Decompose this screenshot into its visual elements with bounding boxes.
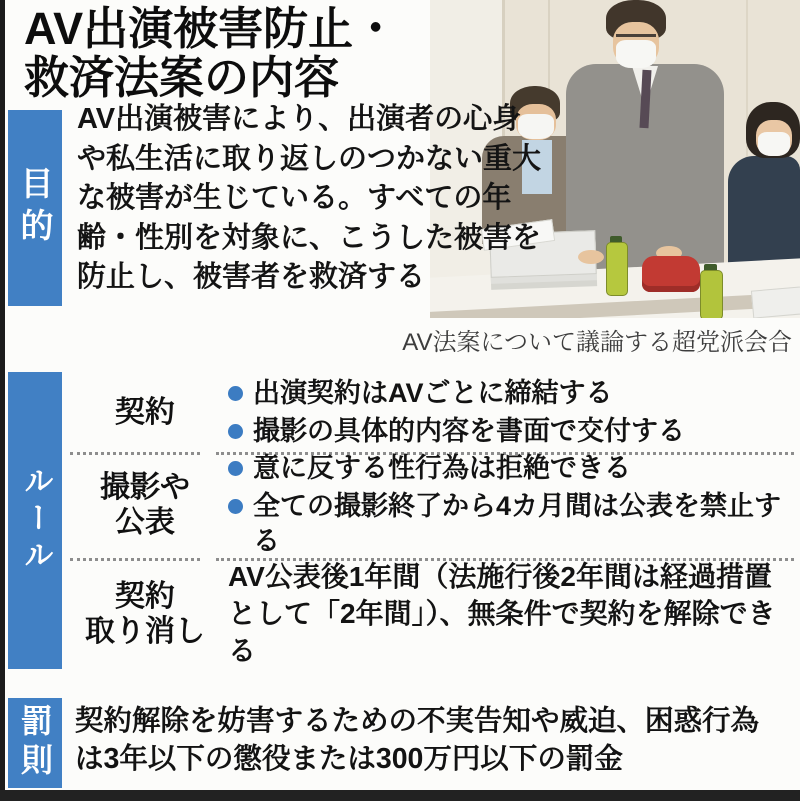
tea-bottle bbox=[700, 270, 723, 318]
penalty-section bbox=[8, 698, 794, 788]
rules-body bbox=[70, 372, 794, 669]
page-title-line1: AV出演被害防止・ bbox=[24, 3, 399, 54]
bullet-item bbox=[228, 489, 794, 559]
standing-man-glasses bbox=[616, 34, 656, 37]
rule-row-contract bbox=[70, 372, 794, 452]
bullet-text: 意に反する性行為は拒絶できる bbox=[253, 453, 631, 483]
bullet-icon bbox=[228, 461, 243, 476]
rule-row-content bbox=[220, 448, 794, 562]
bullet-text: 撮影の具体的内容を書面で交付する bbox=[253, 415, 685, 446]
rule-row-label-line: 撮影や bbox=[100, 471, 190, 504]
purpose-section-label: 目的 bbox=[8, 110, 62, 306]
rule-row-label-line: 公表 bbox=[115, 506, 175, 539]
standing-man-hand bbox=[578, 250, 604, 264]
photo-caption: AV法案について議論する超党派会合 bbox=[402, 329, 792, 356]
standing-man-mask bbox=[616, 40, 656, 68]
paper-sheet bbox=[751, 285, 800, 318]
bullet-icon bbox=[228, 424, 243, 439]
penalty-section-label: 罰則 bbox=[8, 698, 62, 788]
bullet-text: 出演契約はAVごとに締結する bbox=[253, 377, 613, 408]
rule-row-label-line: 契約 bbox=[115, 579, 175, 613]
bullet-item bbox=[228, 451, 794, 486]
rule-row-label bbox=[70, 395, 220, 430]
red-pouch bbox=[642, 256, 700, 292]
bullet-icon bbox=[228, 386, 243, 401]
left-edge-strip bbox=[0, 0, 5, 801]
penalty-text: 契約解除を妨害するための不実告知や威迫、困惑行為は3年以下の懲役または300万円以下の罰金 bbox=[75, 705, 760, 775]
rule-row-filming bbox=[70, 452, 794, 558]
rules-section-label: ルール bbox=[8, 372, 62, 669]
bullet-icon bbox=[228, 499, 243, 514]
rule-row-content bbox=[220, 558, 794, 669]
rule-row-label-line: 契約 bbox=[115, 395, 175, 429]
bullet-text: 全ての撮影終了から4カ月間は公表を禁止する bbox=[253, 491, 782, 556]
tea-bottle bbox=[606, 242, 628, 296]
rule-row-label bbox=[70, 579, 220, 649]
page-title-line2: 救済法案の内容 bbox=[24, 52, 340, 103]
bullet-item bbox=[228, 376, 794, 411]
seated-woman-right-mask bbox=[758, 132, 790, 156]
purpose-text: AV出演被害により、出演者の心身や私生活に取り返しのつかない重大な被害が生じている。すべての年齢・性別を対象に、こうした被害を防止し、被害者を救済する bbox=[77, 103, 542, 293]
rule-row-cancellation bbox=[70, 558, 794, 669]
rules-section bbox=[8, 372, 794, 669]
bottom-edge-strip bbox=[0, 790, 800, 801]
rule-row-text: AV公表後1年間（法施行後2年間は経過措置として「2年間」）、無条件で契約を解除できる bbox=[228, 561, 776, 666]
rule-row-label bbox=[70, 470, 220, 540]
rule-row-content bbox=[220, 373, 794, 452]
page-title bbox=[24, 4, 398, 102]
rule-row-label-line: 取り消し bbox=[85, 614, 205, 648]
bullet-item bbox=[228, 414, 794, 449]
